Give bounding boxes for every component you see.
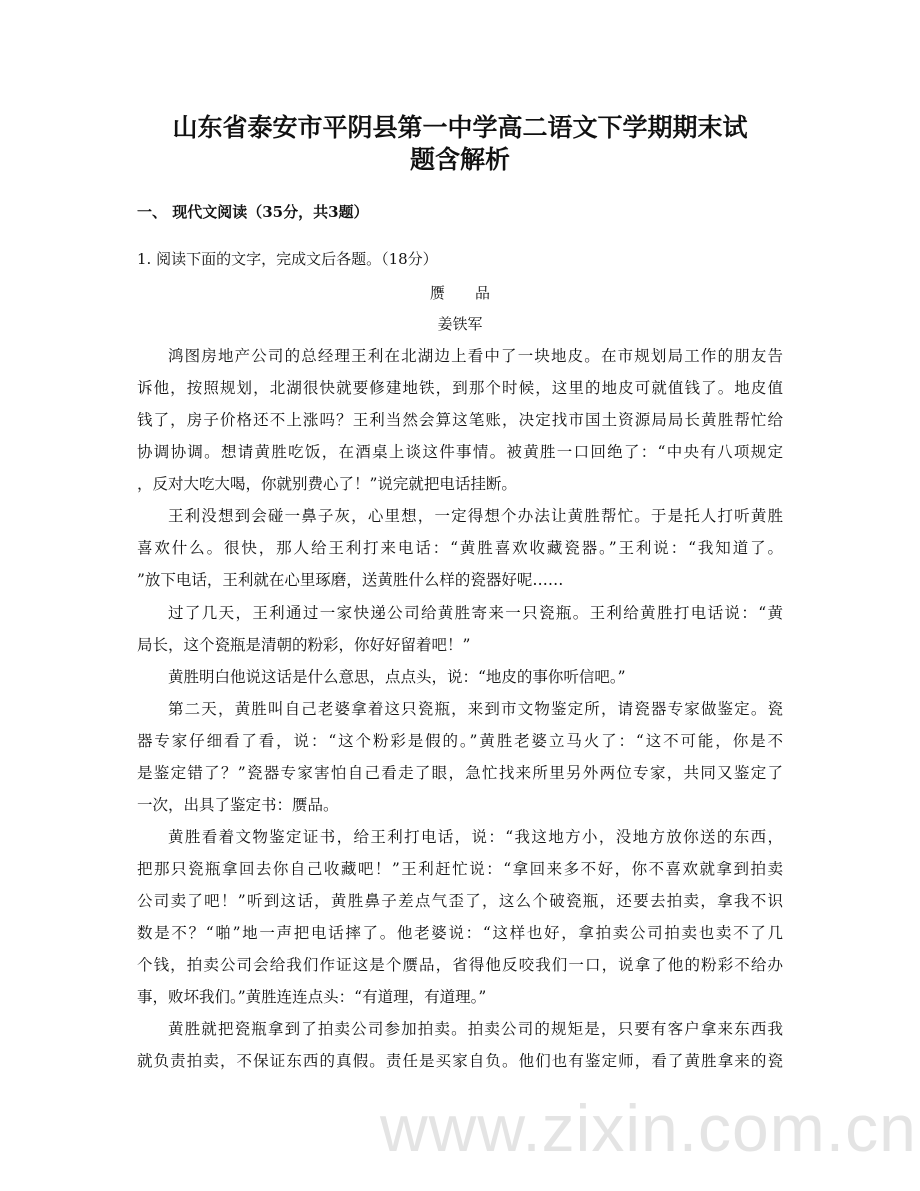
body-text-line: 鸿图房地产公司的总经理王利在北湖边上看中了一块地皮。在市规划局工作的朋友告 <box>168 347 783 365</box>
body-text-line: 器专家仔细看了看，说：“这个粉彩是假的。”黄胜老婆立马火了：“这不可能，你是不 <box>137 732 783 750</box>
body-text-line: 数是不？“啪”地一声把电话摔了。他老婆说：“这样也好，拿拍卖公司拍卖也卖不了几 <box>137 924 783 942</box>
document-title-line-2: 题含解析 <box>409 145 510 174</box>
document-title-line-1: 山东省泰安市平阴县第一中学高二语文下学期期末试 <box>172 113 748 142</box>
body-text-line: 是鉴定错了？”瓷器专家害怕自己看走了眼，急忙找来所里另外两位专家，共同又鉴定了 <box>137 764 783 782</box>
body-text-line: 第二天，黄胜叫自己老婆拿着这只瓷瓶，来到市文物鉴定所，请瓷器专家做鉴定。瓷 <box>168 700 783 718</box>
body-text-line: 把那只瓷瓶拿回去你自己收藏吧！”王利赶忙说：“拿回来多不好，你不喜欢就拿到拍卖 <box>137 860 783 878</box>
body-text-line: 黄胜看着文物鉴定证书，给王利打电话，说：“我这地方小，没地方放你送的东西， <box>168 828 783 846</box>
question-prompt: 1. 阅读下面的文字，完成文后各题。（18分） <box>137 250 438 268</box>
body-text-line: 黄胜就把瓷瓶拿到了拍卖公司参加拍卖。拍卖公司的规矩是，只要有客户拿来东西我 <box>168 1020 783 1038</box>
body-text-line: 公司卖了吧！”听到这话，黄胜鼻子差点气歪了，这么个破瓷瓶，还要去拍卖，拿我不识 <box>137 892 783 910</box>
body-text-line: 一次，出具了鉴定书：赝品。 <box>137 796 339 814</box>
body-text-line: 诉他，按照规划，北湖很快就要修建地铁，到那个时候，这里的地皮可就值钱了。地皮值 <box>137 379 783 397</box>
body-text-line: 王利没想到会碰一鼻子灰，心里想，一定得想个办法让黄胜帮忙。于是托人打听黄胜 <box>168 507 783 525</box>
body-text-line: 个钱，拍卖公司会给我们作证这是个赝品，省得他反咬我们一口，说拿了他的粉彩不给办 <box>137 956 783 974</box>
body-text-line: 局长，这个瓷瓶是清朝的粉彩，你好好留着吧！” <box>137 636 471 654</box>
body-text-line: 黄胜明白他说这话是什么意思，点点头，说：“地皮的事你听信吧。” <box>168 668 626 686</box>
watermark: www.zixin.com.cn <box>380 1091 917 1165</box>
body-text-line: 协调协调。想请黄胜吃饭，在酒桌上谈这件事情。被黄胜一口回绝了：“中央有八项规定 <box>137 443 783 461</box>
story-title: 赝 品 <box>429 284 490 302</box>
body-text-line: 过了几天，王利通过一家快递公司给黄胜寄来一只瓷瓶。王利给黄胜打电话说：“黄 <box>168 604 783 622</box>
body-text-line: ，反对大吃大喝，你就别费心了！”说完就把电话挂断。 <box>137 475 517 493</box>
body-text-line: 事，败坏我们。”黄胜连连点头：“有道理，有道理。” <box>137 988 487 1006</box>
body-text-line: 喜欢什么。很快，那人给王利打来电话：“黄胜喜欢收藏瓷器。”王利说：“我知道了。 <box>137 539 783 557</box>
body-text-line: 钱了，房子价格还不上涨吗？王利当然会算这笔账，决定找市国土资源局局长黄胜帮忙给 <box>137 411 783 429</box>
body-text-line: 就负责拍卖，不保证东西的真假。责任是买家自负。他们也有鉴定师，看了黄胜拿来的瓷 <box>137 1052 783 1070</box>
section-heading: 一、 现代文阅读（35分，共3题） <box>137 203 369 221</box>
story-author: 姜铁军 <box>437 315 483 333</box>
body-text-line: ”放下电话，王利就在心里琢磨，送黄胜什么样的瓷器好呢…… <box>137 571 564 589</box>
